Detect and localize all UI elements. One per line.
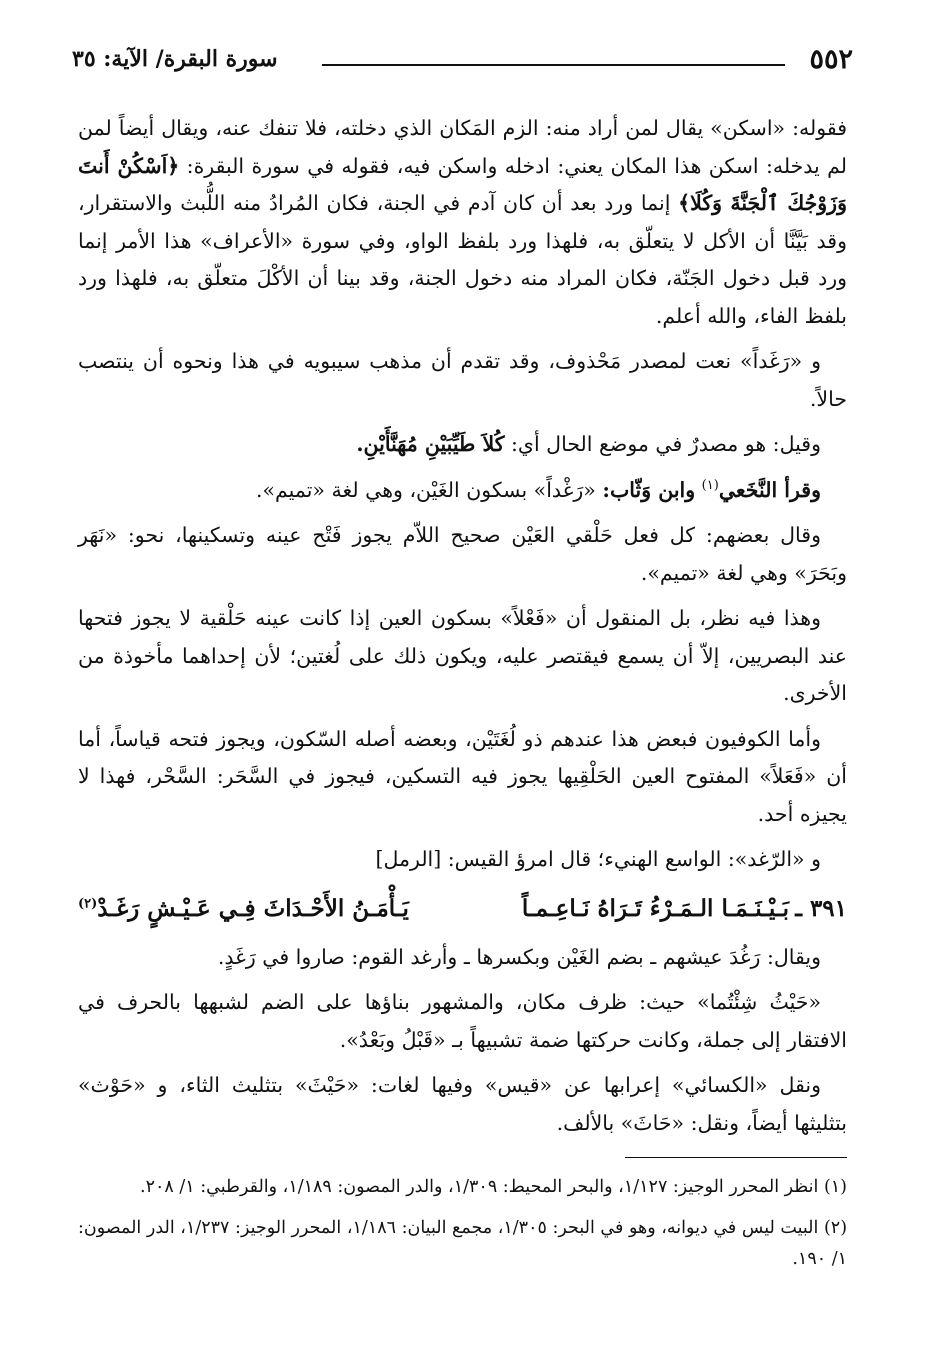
footnote-1: (١) انظر المحرر الوجيز: ١/١٢٧، والبحر المحيط: ١/٣٠٩، والدر المصون: ١/١٨٩، والقرطبي: ١/ ٢٠٨. bbox=[140, 1177, 847, 1197]
paragraph: و «رَغَداً» نعت لمصدر مَحْذوف، وقد تقدم أن مذهب سيبويه في هذا ونحوه أن ينتصب حالاً. bbox=[78, 349, 847, 411]
verse-number: ٣٩١ ـ bbox=[795, 894, 847, 922]
footnote-ref: (١) bbox=[701, 477, 719, 493]
quran-quote: ﴿اَسْكُنْ أَنتَ وَزَوْجُكَ ٱلْجَنَّةَ وَكُلَا﴾ bbox=[78, 153, 847, 215]
paragraph: ويقال: رَغُدَ عيشهم ـ بضم الغَيْن وبكسرها ـ وأرغد القوم: صاروا في رَغَدٍ. bbox=[217, 944, 821, 969]
paragraph: وأما الكوفيون فبعض هذا عندهم ذو لُغَتَيْن، وبعضه أصله السّكون، ويجوز فتحه قياساً، أما أن «فَعَلاً» المفتوح العين الحَلْقِيها يجوز فيه التسكين، فيجوز في السَّحَر: السَّحْر، فهذا لا يجيزه أحد. bbox=[78, 726, 847, 826]
header-rule bbox=[322, 64, 785, 66]
footnotes bbox=[78, 1172, 847, 1285]
paragraph: وقال بعضهم: كل فعل حَلْقي العَيْن صحيح اللاّم يجوز فَتْح عينه وتسكينها، نحو: «نَهَر وبَحَرَ» وهي لغة «تميم». bbox=[78, 523, 847, 585]
surah-verse-title: سورة البقرة/ الآية: ٣٥ bbox=[72, 46, 278, 72]
page-number: ٥٥٢ bbox=[809, 44, 853, 75]
verse-first-hemistich: بَـيْـنَـمَـا الـمَـرْءُ تَـرَاهُ نَـاعِـمـاً bbox=[521, 894, 789, 922]
paragraph: فقوله: «اسكن» يقال لمن أراد منه: الزم المَكان الذي دخلته، فلا تنفك عنه، ويقال أيضاً لمن لم يدخله: اسكن هذا المكان يعني: ادخله واسكن فيه، فقوله في سورة البقرة: ﴿اَسْكُنْ أَنتَ وَزَوْجُكَ ٱلْجَنَّةَ وَكُلَا﴾ إنما ورد بعد أن كان آدم في الجنة، فكان المُرادُ منه اللُّبث والاستقرار، وقد بَيَّنَّا أن الأكل لا يتعلّق به، فلهذا ورد بلفظ الواو، وفي سورة «الأعراف» هذا الأمر إنما ورد قبل دخول الجَنّة، فكان المراد منه دخول الجنة، وقد بينا أن الأكْلَ متعلّق به، فلهذا ورد بلفظ الفاء، والله أعلم. bbox=[78, 116, 847, 328]
paragraph: ونقل «الكسائي» إعرابها عن «قيس» وفيها لغات: «حَيْثَ» بتثليث الثاء، و «حَوْث» بتثليثها أيضاً، ونقل: «حَاثَ» بالألف. bbox=[78, 1073, 847, 1135]
running-header bbox=[72, 44, 859, 80]
paragraph: و «الرّغد»: الواسع الهنيء؛ قال امرؤ القيس: [الرمل] bbox=[375, 847, 821, 871]
main-text bbox=[78, 110, 847, 1150]
verse-second-hemistich: يَـأْمَـنُ الأَحْـدَاثَ فِـي عَـيْـشٍ رَغَـدْ$^{(٢)}$ bbox=[78, 894, 409, 922]
paragraph: وقيل: هو مصدرٌ في موضع الحال أي: كُلاَ طَيِّبَيْنِ مُهَنَّأَيْنِ. bbox=[356, 432, 821, 456]
paragraph: «حَيْثُ شِئْتُما» حيث: ظرف مكان، والمشهور بناؤها على الضم لشبهها بالحرف في الافتقار إلى جملة، وكانت حركتها ضمة تشبيهاً بـ «قَبْلُ وبَعْدُ». bbox=[78, 990, 847, 1052]
footnote-ref: (٢) bbox=[78, 895, 98, 911]
paragraph: وهذا فيه نظر، بل المنقول أن «فَعْلاً» بسكون العين إذا كانت عينه حَلْقية لا يجوز فتحها عند البصريين، إلاّ أن يسمع فيقتصر عليه، ويكون ذلك على لُغتين؛ لأن إحداهما مأخوذة من الأخرى. bbox=[78, 606, 847, 705]
footnote-2: (٢) البيت ليس في ديوانه، وهو في البحر: ١/٣٠٥، مجمع البيان: ١/١٨٦، المحرر الوجيز: ١/٢٣٧، الدر المصون: ١/ ١٩٠. bbox=[78, 1218, 848, 1269]
paragraph: وقرأ النَّخَعي$^{(١)}$ وابن وَثّاب: «رَغْداً» بسكون الغَيْن، وهي لغة «تميم». bbox=[255, 477, 821, 502]
footnote-separator bbox=[625, 1157, 847, 1158]
poetry-verse bbox=[78, 887, 847, 933]
